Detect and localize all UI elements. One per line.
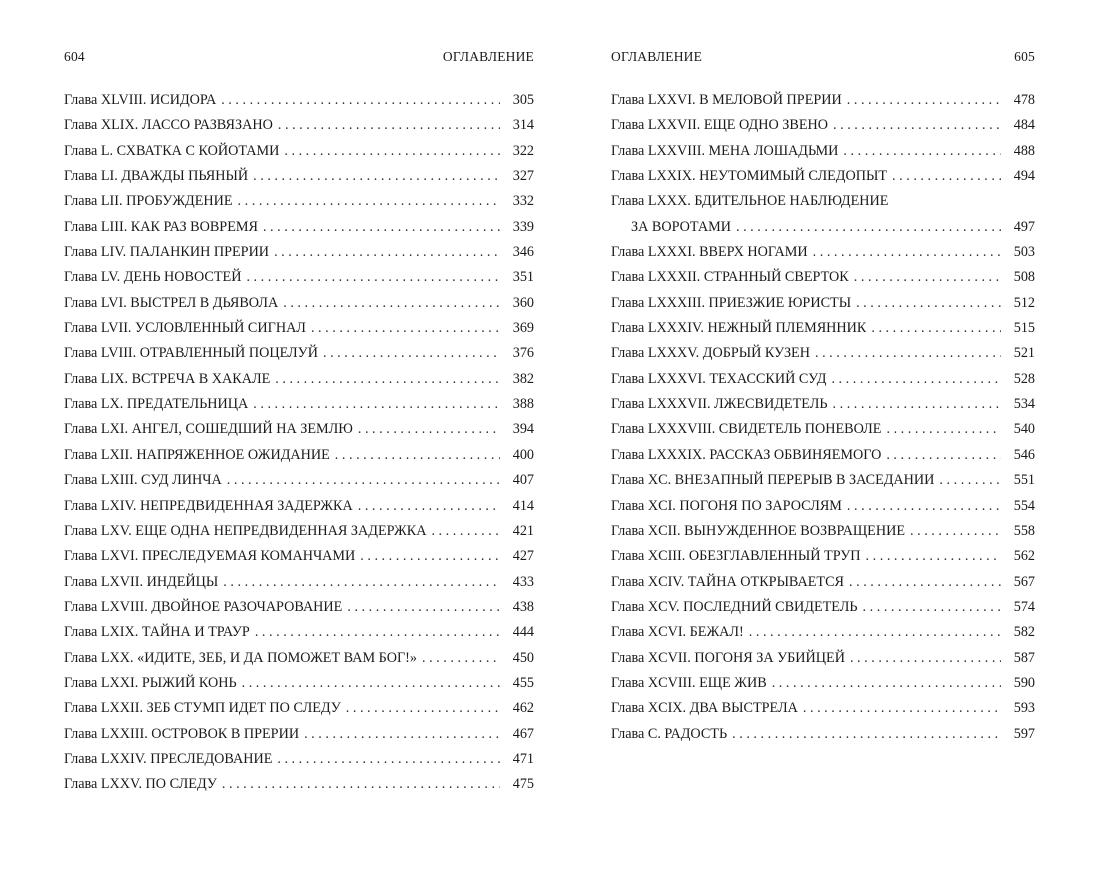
dot-leader (749, 620, 1001, 645)
toc-entry-page-number: 574 (1013, 598, 1035, 615)
toc-entry (64, 240, 534, 265)
toc-entry (64, 316, 534, 341)
toc-entry-page-number: 421 (512, 522, 534, 539)
dot-leader (227, 468, 500, 493)
toc-entry (611, 189, 1035, 240)
toc-entry-page-number: 332 (512, 193, 534, 210)
dot-leader (323, 341, 500, 366)
dot-leader (431, 519, 500, 544)
toc-entry (611, 240, 1035, 265)
toc-entry-page-number: 467 (512, 725, 534, 742)
dot-leader (284, 139, 500, 164)
toc-entry (64, 772, 534, 797)
toc-entry-title: Глава LVIII. ОТРАВЛЕННЫЙ ПОЦЕЛУЙ (64, 345, 318, 362)
toc-entry-page-number: 444 (512, 624, 534, 641)
dot-leader (346, 696, 500, 721)
toc-entry-title: Глава C. РАДОСТЬ (611, 725, 728, 742)
toc-entry-title: Глава LXXX. БДИТЕЛЬНОЕ НАБЛЮДЕНИЕ (611, 193, 889, 210)
toc-entry-title: Глава LX. ПРЕДАТЕЛЬНИЦА (64, 396, 249, 413)
toc-entry-page-number: 471 (512, 750, 534, 767)
toc-entry-title: Глава LXXV. ПО СЛЕДУ (64, 776, 217, 793)
toc-entry-page-number: 534 (1013, 396, 1035, 413)
toc-entry (611, 316, 1035, 341)
toc-entry-page-number: 582 (1013, 624, 1035, 641)
toc-entry-title: Глава LVI. ВЫСТРЕЛ В ДЬЯВОЛА (64, 294, 279, 311)
toc-entry (611, 265, 1035, 290)
toc-entry-page-number: 314 (512, 117, 534, 134)
right-page-number: 605 (1014, 49, 1035, 64)
dot-leader (358, 494, 500, 519)
toc-entry (611, 494, 1035, 519)
toc-entry-title: Глава XCVI. БЕЖАЛ! (611, 624, 744, 641)
toc-entry-page-number: 462 (512, 700, 534, 717)
toc-entry-title: Глава LXXXVI. ТЕХАССКИЙ СУД (611, 370, 827, 387)
dot-leader (803, 696, 1001, 721)
dot-leader (304, 722, 500, 747)
toc-entry (611, 519, 1035, 544)
toc-entry (64, 519, 534, 544)
dot-leader (422, 646, 500, 671)
toc-entry-page-number: 554 (1013, 497, 1035, 514)
toc-entry-title: Глава LXI. АНГЕЛ, СОШЕДШИЙ НА ЗЕМЛЮ (64, 421, 353, 438)
toc-entry-title: Глава L. СХВАТКА С КОЙОТАМИ (64, 142, 280, 159)
toc-entry-title: Глава LIX. ВСТРЕЧА В ХАКАЛЕ (64, 370, 271, 387)
toc-entry-title: Глава XLVIII. ИСИДОРА (64, 92, 217, 108)
toc-entry-title: Глава LXXII. ЗЕБ СТУМП ИДЕТ ПО СЛЕДУ (64, 700, 341, 717)
toc-entry (64, 88, 534, 113)
toc-entry (64, 468, 534, 493)
toc-entry-title: Глава XCII. ВЫНУЖДЕННОЕ ВОЗВРАЩЕНИЕ (611, 522, 905, 539)
toc-entry (611, 620, 1035, 645)
toc-entry-page-number: 394 (512, 421, 534, 438)
toc-entry-title: Глава XCI. ПОГОНЯ ПО ЗАРОСЛЯМ (611, 497, 842, 514)
toc-entry-title: Глава LXXIV. ПРЕСЛЕДОВАНИЕ (64, 750, 273, 767)
dot-leader (347, 595, 500, 620)
toc-entry (611, 671, 1035, 696)
dot-leader (238, 189, 500, 214)
toc-entry-page-number: 376 (512, 345, 534, 362)
dot-leader (847, 88, 1001, 113)
toc-entry-page-number: 567 (1013, 573, 1035, 590)
dot-leader (939, 468, 1001, 493)
toc-entry (64, 722, 534, 747)
toc-entry-title: Глава LIV. ПАЛАНКИН ПРЕРИИ (64, 244, 270, 261)
toc-entry-title: Глава LXXVI. В МЕЛОВОЙ ПРЕРИИ (611, 92, 842, 108)
toc-entry-page-number: 590 (1013, 674, 1035, 691)
toc-entry-page-number: 562 (1013, 548, 1035, 565)
dot-leader (886, 417, 1001, 442)
dot-leader (736, 215, 1001, 240)
toc-entry-title: Глава LXXXVII. ЛЖЕСВИДЕТЕЛЬ (611, 396, 828, 413)
toc-entry-title: Глава LII. ПРОБУЖДЕНИЕ (64, 193, 233, 210)
toc-entry-page-number: 433 (512, 573, 534, 590)
toc-entry (611, 88, 1035, 113)
toc-entry-page-number: 508 (1013, 269, 1035, 286)
toc-entry (64, 747, 534, 772)
dot-leader (854, 265, 1001, 290)
toc-entry (64, 392, 534, 417)
toc-entry (64, 646, 534, 671)
toc-entry (64, 113, 534, 138)
dot-leader (255, 620, 500, 645)
toc-entry-title: Глава LXII. НАПРЯЖЕННОЕ ОЖИДАНИЕ (64, 446, 330, 463)
dot-leader (732, 722, 1001, 747)
toc-entry (611, 595, 1035, 620)
toc-entry-page-number: 515 (1013, 320, 1035, 337)
dot-leader (311, 316, 500, 341)
toc-entry-page-number: 546 (1013, 446, 1035, 463)
dot-leader (866, 544, 1001, 569)
toc-entry-page-number: 450 (512, 649, 534, 666)
toc-entry-page-number: 503 (1013, 244, 1035, 261)
dot-leader (856, 291, 1001, 316)
right-page-header (611, 49, 1035, 69)
toc-entry-page-number: 587 (1013, 649, 1035, 666)
dot-leader (278, 113, 500, 138)
toc-entry (64, 215, 534, 240)
dot-leader (274, 240, 500, 265)
dot-leader (275, 367, 500, 392)
toc-entry (64, 164, 534, 189)
dot-leader (831, 367, 1001, 392)
toc-entry-page-number: 528 (1013, 370, 1035, 387)
toc-entry (611, 367, 1035, 392)
left-toc-list (64, 88, 534, 798)
dot-leader (222, 772, 500, 797)
toc-entry-title: Глава LVII. УСЛОВЛЕННЫЙ СИГНАЛ (64, 320, 306, 337)
dot-leader (263, 215, 500, 240)
toc-entry-page-number: 327 (512, 168, 534, 185)
dot-leader (813, 240, 1001, 265)
toc-entry-page-number: 455 (512, 674, 534, 691)
toc-entry-title: Глава XCIV. ТАЙНА ОТКРЫВАЕТСЯ (611, 573, 845, 590)
toc-entry (611, 291, 1035, 316)
toc-entry (64, 417, 534, 442)
dot-leader (772, 671, 1001, 696)
toc-entry-title: Глава LXXVIII. МЕНА ЛОШАДЬМИ (611, 142, 839, 159)
toc-entry-page-number: 369 (512, 320, 534, 337)
toc-entry-page-number: 497 (1013, 218, 1035, 235)
dot-leader (360, 544, 500, 569)
toc-entry (611, 468, 1035, 493)
toc-entry-page-number: 593 (1013, 700, 1035, 717)
toc-entry-title: Глава LXXIX. НЕУТОМИМЫЙ СЛЕДОПЫТ (611, 168, 888, 185)
toc-entry (64, 544, 534, 569)
toc-entry (64, 139, 534, 164)
toc-entry-title: Глава LV. ДЕНЬ НОВОСТЕЙ (64, 269, 242, 286)
toc-entry-page-number: 488 (1013, 142, 1035, 159)
toc-entry-page-number: 427 (512, 548, 534, 565)
toc-entry (64, 265, 534, 290)
toc-entry (64, 367, 534, 392)
toc-entry-title: Глава LXXXII. СТРАННЫЙ СВЕРТОК (611, 269, 849, 286)
toc-entry-title: Глава LXX. «ИДИТЕ, ЗЕБ, И ДА ПОМОЖЕТ ВАМ БОГ!» (64, 649, 417, 666)
toc-entry-page-number: 478 (1013, 92, 1035, 108)
dot-leader (221, 88, 500, 113)
toc-entry-page-number: 360 (512, 294, 534, 311)
toc-entry-title: Глава LXXXIX. РАССКАЗ ОБВИНЯЕМОГО (611, 446, 882, 463)
toc-entry-page-number: 597 (1013, 725, 1035, 742)
dot-leader (335, 443, 500, 468)
dot-leader (253, 392, 500, 417)
toc-entry-page-number: 475 (512, 776, 534, 793)
toc-entry (611, 392, 1035, 417)
toc-entry (64, 595, 534, 620)
toc-entry-title: Глава LXXXVIII. СВИДЕТЕЛЬ ПОНЕВОЛЕ (611, 421, 882, 438)
toc-entry-title: Глава LXVIII. ДВОЙНОЕ РАЗОЧАРОВАНИЕ (64, 598, 343, 615)
right-running-title: ОГЛАВЛЕНИЕ (611, 49, 703, 64)
toc-entry-title: Глава XCIII. ОБЕЗГЛАВЛЕННЫЙ ТРУП (611, 548, 861, 565)
toc-entry-title: Глава LXXVII. ЕЩЕ ОДНО ЗВЕНО (611, 117, 828, 134)
toc-entry-page-number: 558 (1013, 522, 1035, 539)
toc-entry-title: Глава LXVI. ПРЕСЛЕДУЕМАЯ КОМАНЧАМИ (64, 548, 356, 565)
toc-entry-page-number: 438 (512, 598, 534, 615)
dot-leader (910, 519, 1001, 544)
dot-leader (833, 392, 1002, 417)
dot-leader (242, 671, 500, 696)
toc-entry-page-number: 382 (512, 370, 534, 387)
left-page-number: 604 (64, 49, 85, 64)
toc-entry-page-number: 322 (512, 142, 534, 159)
dot-leader (849, 570, 1001, 595)
toc-entry (64, 620, 534, 645)
toc-entry-page-number: 512 (1013, 294, 1035, 311)
toc-entry-title: Глава XLIX. ЛАССО РАЗВЯЗАНО (64, 117, 273, 134)
dot-leader (223, 570, 500, 595)
toc-entry-page-number: 305 (512, 92, 534, 108)
dot-leader (886, 443, 1001, 468)
dot-leader (815, 341, 1001, 366)
toc-entry-title: Глава LXXXIV. НЕЖНЫЙ ПЛЕМЯННИК (611, 320, 867, 337)
toc-entry-page-number: 388 (512, 396, 534, 413)
toc-entry (611, 341, 1035, 366)
toc-entry-page-number: 351 (512, 269, 534, 286)
toc-entry (611, 417, 1035, 442)
dot-leader (850, 646, 1001, 671)
dot-leader (871, 316, 1001, 341)
toc-entry-title: Глава XCVII. ПОГОНЯ ЗА УБИЙЦЕЙ (611, 649, 845, 666)
toc-entry (64, 671, 534, 696)
toc-entry-title: Глава LIII. КАК РАЗ ВОВРЕМЯ (64, 218, 258, 235)
toc-entry-page-number: 540 (1013, 421, 1035, 438)
left-page-header (64, 49, 534, 69)
toc-entry (64, 570, 534, 595)
toc-entry-page-number: 521 (1013, 345, 1035, 362)
toc-entry (64, 341, 534, 366)
toc-entry-title: Глава LXVII. ИНДЕЙЦЫ (64, 573, 219, 590)
toc-entry (64, 189, 534, 214)
toc-entry-title: Глава LXXI. РЫЖИЙ КОНЬ (64, 674, 237, 691)
dot-leader (277, 747, 500, 772)
toc-entry-title: Глава XCIX. ДВА ВЫСТРЕЛА (611, 700, 798, 717)
toc-entry-page-number: 484 (1013, 117, 1035, 134)
toc-entry (64, 443, 534, 468)
toc-entry (611, 570, 1035, 595)
toc-entry-page-number: 551 (1013, 472, 1035, 489)
toc-entry (64, 696, 534, 721)
dot-leader (863, 595, 1001, 620)
toc-entry (611, 696, 1035, 721)
toc-entry (64, 494, 534, 519)
toc-entry-page-number: 414 (512, 497, 534, 514)
toc-entry-page-number: 400 (512, 446, 534, 463)
toc-entry-title: Глава XCV. ПОСЛЕДНИЙ СВИДЕТЕЛЬ (611, 598, 858, 615)
toc-entry-page-number: 407 (512, 472, 534, 489)
dot-leader (253, 164, 500, 189)
toc-entry (611, 164, 1035, 189)
dot-leader (847, 494, 1001, 519)
toc-entry-title: Глава LXIX. ТАЙНА И ТРАУР (64, 624, 250, 641)
toc-entry-title: Глава LXXXI. ВВЕРХ НОГАМИ (611, 244, 808, 261)
dot-leader (246, 265, 500, 290)
toc-entry-page-number: 346 (512, 244, 534, 261)
left-running-title: ОГЛАВЛЕНИЕ (442, 49, 534, 64)
toc-entry-page-number: 339 (512, 218, 534, 235)
dot-leader (892, 164, 1001, 189)
toc-entry-title: Глава XC. ВНЕЗАПНЫЙ ПЕРЕРЫВ В ЗАСЕДАНИИ (611, 472, 935, 489)
toc-entry-title: Глава LXXXV. ДОБРЫЙ КУЗЕН (611, 345, 810, 362)
toc-entry (611, 113, 1035, 138)
dot-leader (843, 139, 1001, 164)
toc-entry-title: Глава LI. ДВАЖДЫ ПЬЯНЫЙ (64, 168, 249, 185)
toc-entry (611, 722, 1035, 747)
toc-entry (611, 646, 1035, 671)
toc-entry-title: Глава LXIII. СУД ЛИНЧА (64, 472, 222, 489)
dot-leader (358, 417, 500, 442)
right-toc-list (611, 88, 1035, 747)
toc-entry-title: Глава LXV. ЕЩЕ ОДНА НЕПРЕДВИДЕННАЯ ЗАДЕРЖКА (64, 522, 427, 539)
toc-entry-page-number: 494 (1013, 168, 1035, 185)
dot-leader (833, 113, 1001, 138)
toc-entry-title: Глава XCVIII. ЕЩЕ ЖИВ (611, 674, 767, 691)
toc-entry (611, 139, 1035, 164)
toc-entry-title: Глава LXXIII. ОСТРОВОК В ПРЕРИИ (64, 725, 300, 742)
dot-leader (283, 291, 500, 316)
toc-entry (611, 443, 1035, 468)
toc-entry-title: Глава LXIV. НЕПРЕДВИДЕННАЯ ЗАДЕРЖКА (64, 497, 353, 514)
toc-entry (611, 544, 1035, 569)
toc-entry (64, 291, 534, 316)
toc-entry-title: Глава LXXXIII. ПРИЕЗЖИЕ ЮРИСТЫ (611, 294, 852, 311)
toc-entry-title-continuation: ЗА ВОРОТАМИ (631, 218, 731, 235)
